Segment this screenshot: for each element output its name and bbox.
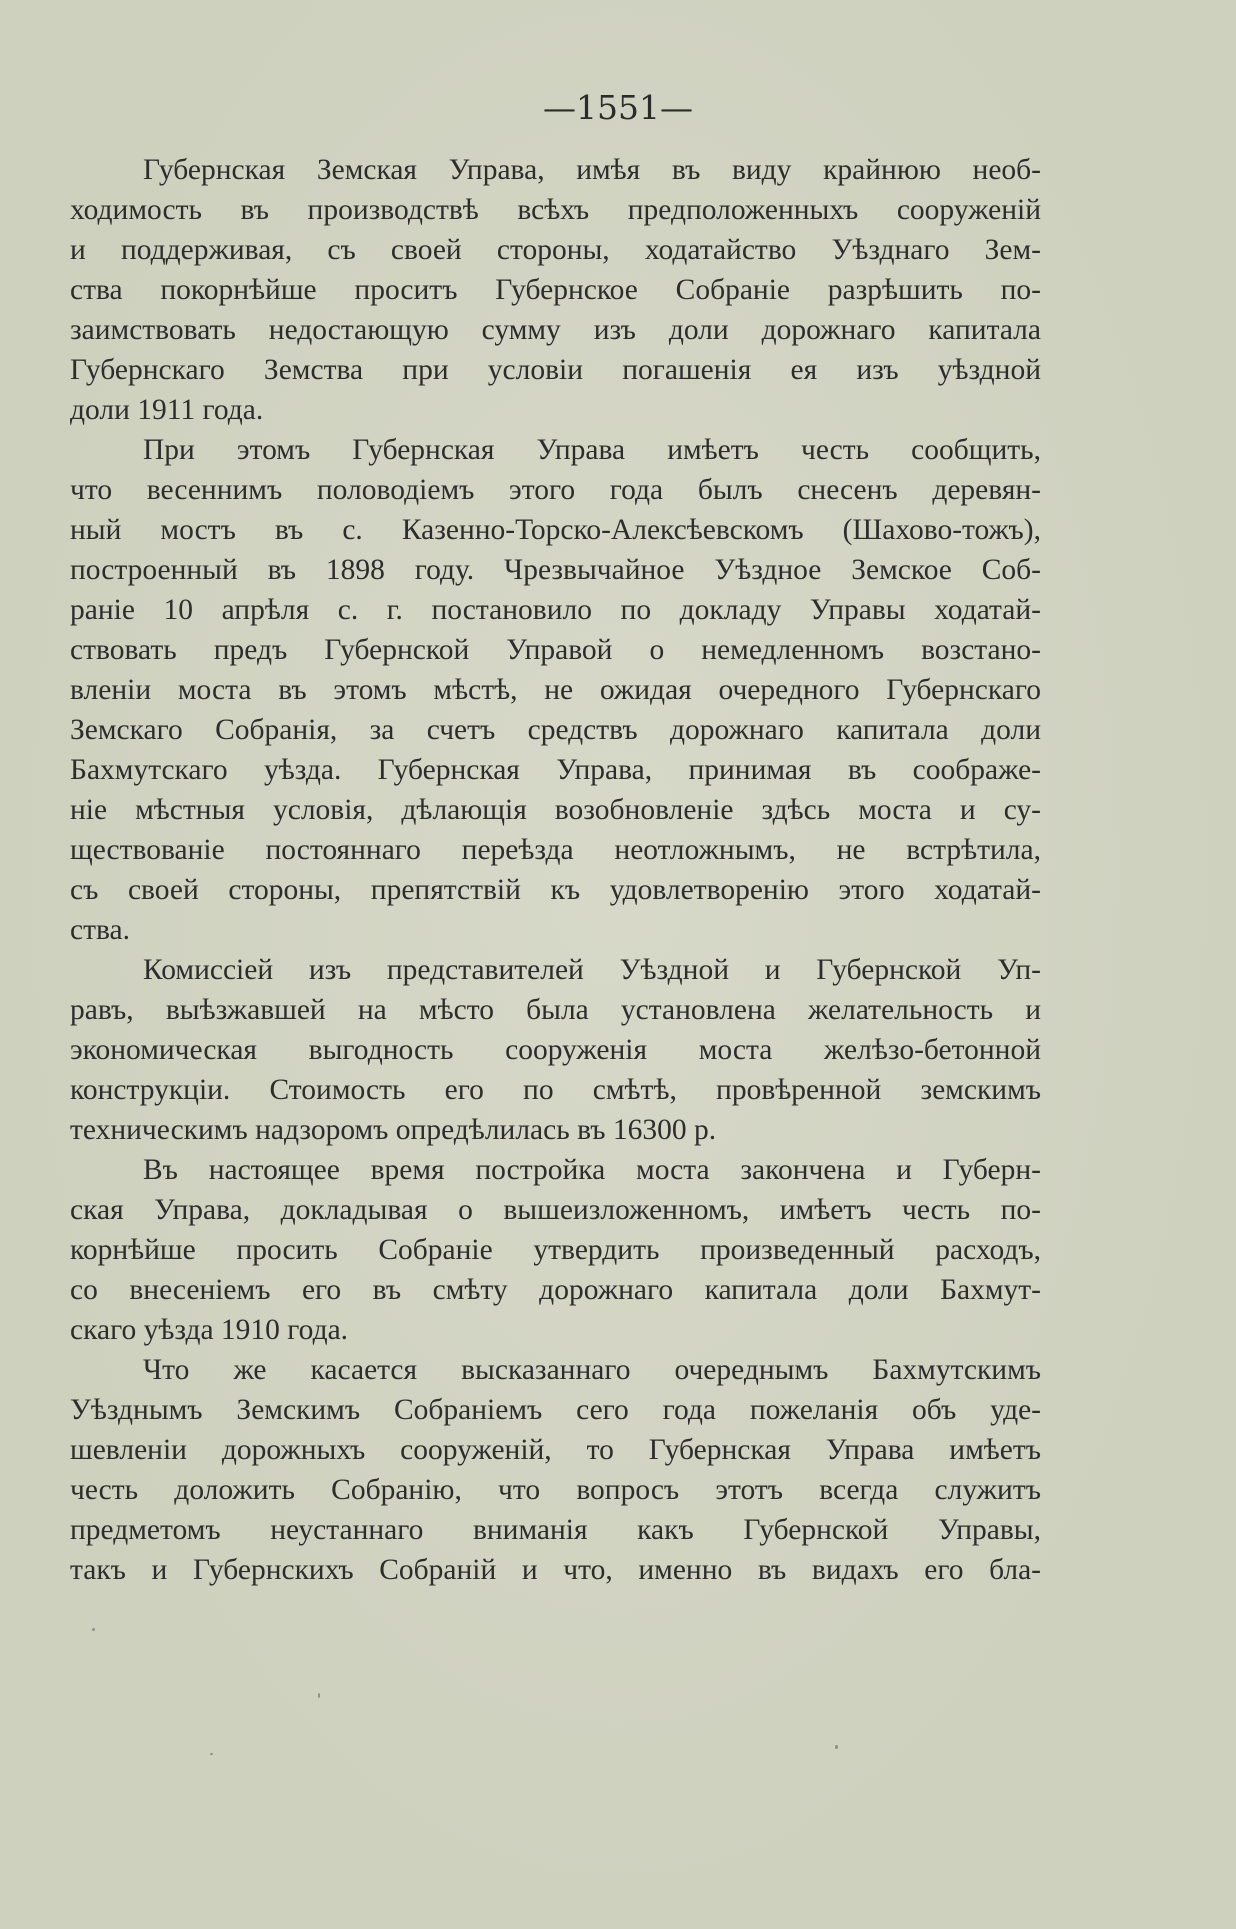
text-line: скаго уѣзда 1910 года.: [70, 1314, 349, 1346]
page-number: —1551—: [543, 88, 693, 127]
body-text: [70, 150, 1041, 1590]
text-line: Комиссіей изъ представителей Уѣздной и Губернской Уп-: [143, 954, 1041, 986]
text-line: ствовать предъ Губернской Управой о немедленномъ возстано-: [70, 634, 1041, 666]
text-line: съ своей стороны, препятствій къ удовлетворенію этого ходатай-: [70, 874, 1041, 906]
paragraph-1: [70, 150, 1041, 430]
text-line: Въ настоящее время постройка моста закончена и Губерн-: [143, 1154, 1041, 1186]
paper-speck: [318, 1693, 320, 1698]
text-line: и поддерживая, съ своей стороны, ходатайство Уѣзднаго Зем-: [70, 234, 1041, 266]
paragraph-5: [70, 1350, 1041, 1590]
text-line: что весеннимъ половодіемъ этого года былъ снесенъ деревян-: [70, 474, 1041, 506]
paragraph-3: [70, 950, 1041, 1150]
text-line: Бахмутскаго уѣзда. Губернская Управа, принимая въ соображе-: [70, 754, 1041, 786]
text-line: техническимъ надзоромъ опредѣлилась въ 16300 р.: [70, 1114, 717, 1146]
paper-speck: [92, 1628, 95, 1631]
text-line: шевленіи дорожныхъ сооруженій, то Губернская Управа имѣетъ: [70, 1434, 1041, 1466]
text-line: ская Управа, докладывая о вышеизложенномъ, имѣетъ честь по-: [70, 1194, 1041, 1226]
text-line: конструкціи. Стоимость его по смѣтѣ, провѣренной земскимъ: [70, 1074, 1041, 1106]
text-line: экономическая выгодность сооруженія моста желѣзо-бетонной: [70, 1034, 1041, 1066]
text-line: ный мостъ въ с. Казенно-Торско-Алексѣевскомъ (Шахово-тожъ),: [70, 514, 1041, 546]
text-line: честь доложить Собранію, что вопросъ этотъ всегда служитъ: [70, 1474, 1041, 1506]
text-line: При этомъ Губернская Управа имѣетъ честь сообщить,: [143, 434, 1041, 466]
text-line: доли 1911 года.: [70, 394, 264, 426]
text-line: Что же касается высказаннаго очереднымъ Бахмутскимъ: [143, 1354, 1041, 1386]
text-line: ществованіе постояннаго переѣзда неотложнымъ, не встрѣтила,: [70, 834, 1041, 866]
text-line: корнѣйше просить Собраніе утвердить произведенный расходъ,: [70, 1234, 1041, 1266]
text-line: Земскаго Собранія, за счетъ средствъ дорожнаго капитала доли: [70, 714, 1041, 746]
text-line: предметомъ неустаннаго вниманія какъ Губернской Управы,: [70, 1514, 1041, 1546]
text-line: ніе мѣстныя условія, дѣлающія возобновленіе здѣсь моста и су-: [70, 794, 1041, 826]
text-line: ства.: [70, 914, 130, 946]
text-line: вленіи моста въ этомъ мѣстѣ, не ожидая очередного Губернскаго: [70, 674, 1041, 706]
text-line: ходимость въ производствѣ всѣхъ предположенныхъ сооруженій: [70, 194, 1041, 226]
text-line: такъ и Губернскихъ Собраній и что, именно въ видахъ его бла-: [70, 1554, 1041, 1586]
text-line: заимствовать недостающую сумму изъ доли дорожнаго капитала: [70, 314, 1041, 346]
text-line: Уѣзднымъ Земскимъ Собраніемъ сего года пожеланія объ уде-: [70, 1394, 1041, 1426]
text-line: ства покорнѣйше проситъ Губернское Собраніе разрѣшить по-: [70, 274, 1041, 306]
paragraph-4: [70, 1150, 1041, 1350]
text-line: Губернскаго Земства при условіи погашенія ея изъ уѣздной: [70, 354, 1041, 386]
paper-speck: [835, 1745, 838, 1749]
text-line: Губернская Земская Управа, имѣя въ виду крайнюю необ-: [143, 154, 1041, 186]
text-line: равъ, выѣзжавшей на мѣсто была установлена желательность и: [70, 994, 1041, 1026]
text-line: раніе 10 апрѣля с. г. постановило по докладу Управы ходатай-: [70, 594, 1041, 626]
text-line: со внесеніемъ его въ смѣту дорожнаго капитала доли Бахмут-: [70, 1274, 1041, 1306]
text-line: построенный въ 1898 году. Чрезвычайное Уѣздное Земское Соб-: [70, 554, 1041, 586]
paragraph-2: [70, 430, 1041, 950]
paper-speck: [210, 1753, 213, 1755]
